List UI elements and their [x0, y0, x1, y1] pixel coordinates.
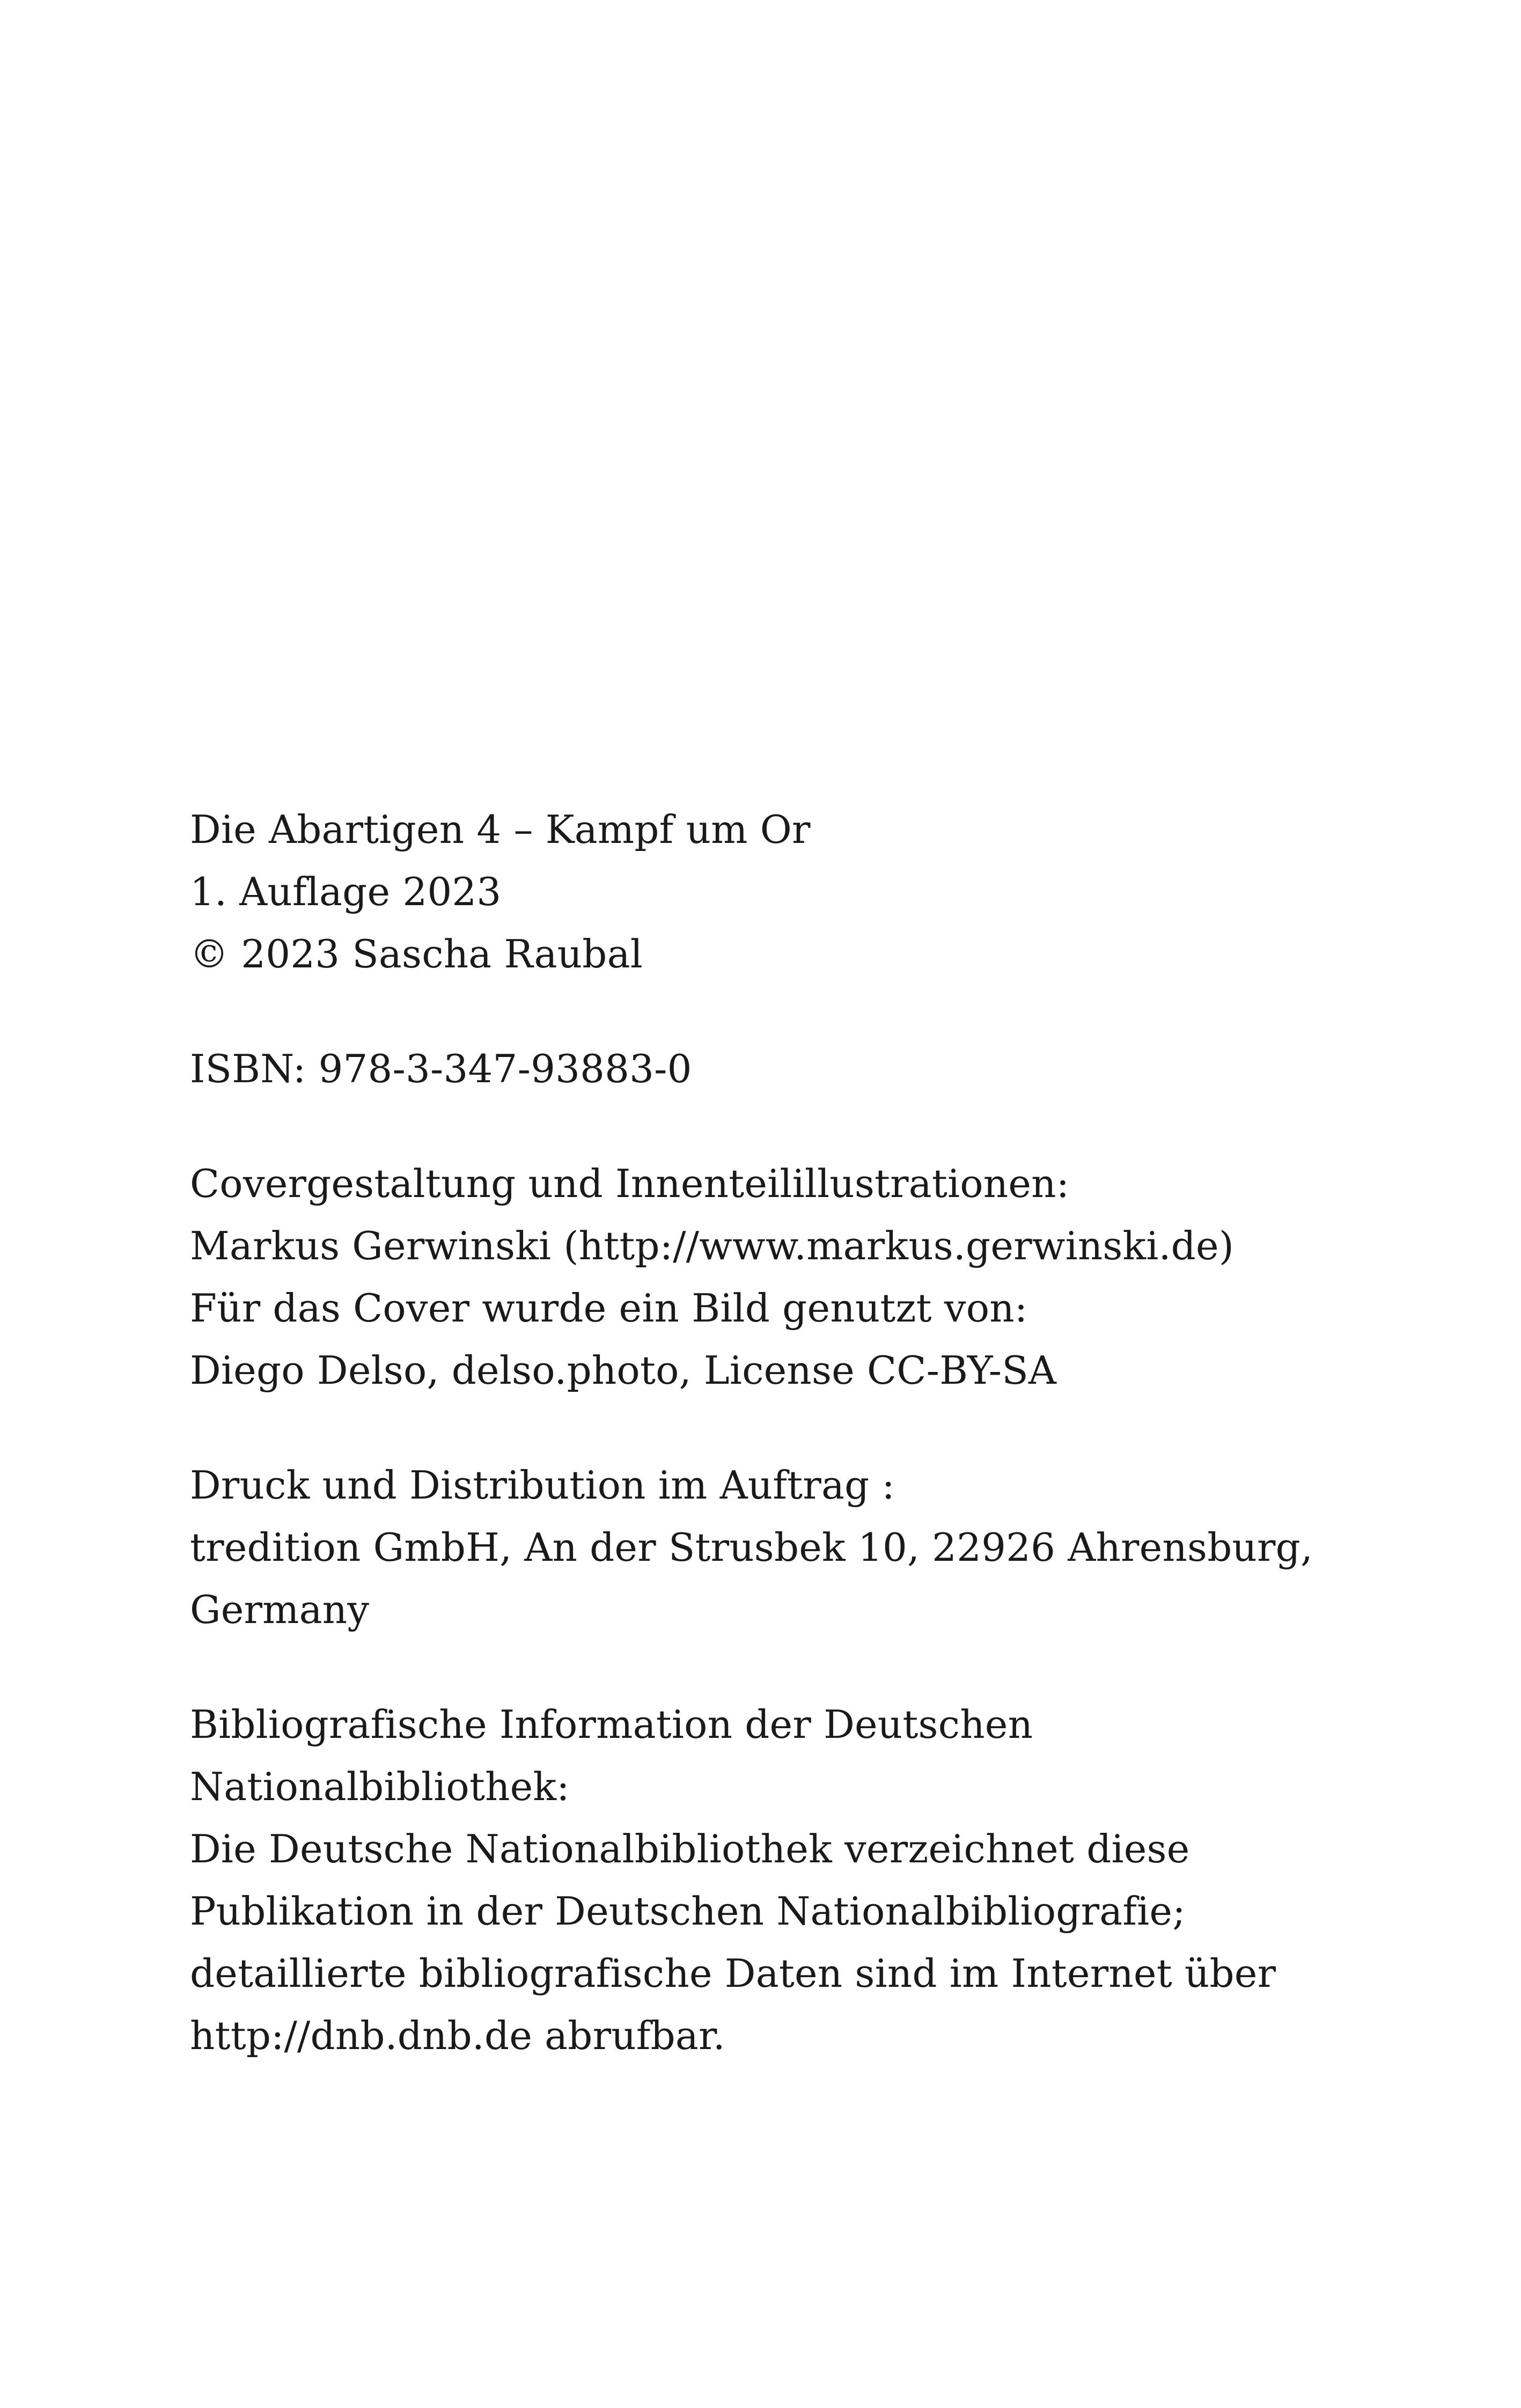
biblio-line-1: Bibliografische Information der Deutschen — [190, 1702, 1033, 1747]
print-country: Germany — [190, 1587, 370, 1632]
isbn-block — [190, 1038, 1424, 1100]
cover-photo-credit: Diego Delso, delso.photo, License CC-BY-SA — [190, 1348, 1057, 1393]
print-distribution-block — [190, 1454, 1424, 1641]
cover-heading: Covergestaltung und Innenteilillustrationen: — [190, 1161, 1070, 1206]
biblio-line-5: detaillierte bibliografische Daten sind im Internet über — [190, 1951, 1276, 1996]
imprint-page — [190, 798, 1424, 2067]
book-title: Die Abartigen 4 – Kampf um Or — [190, 807, 811, 852]
print-heading: Druck und Distribution im Auftrag : — [190, 1463, 895, 1508]
biblio-line-3: Die Deutsche Nationalbibliothek verzeichnet diese — [190, 1826, 1190, 1871]
print-address: tredition GmbH, An der Strusbek 10, 22926 Ahrensburg, — [190, 1525, 1313, 1570]
biblio-line-2: Nationalbibliothek: — [190, 1764, 570, 1809]
cover-designer: Markus Gerwinski (http://www.markus.gerwinski.de) — [190, 1223, 1235, 1268]
cover-photo-note: Für das Cover wurde ein Bild genutzt von: — [190, 1286, 1028, 1331]
edition-line: 1. Auflage 2023 — [190, 869, 502, 914]
cover-credits-block — [190, 1152, 1424, 1401]
bibliographic-info-block — [190, 1693, 1424, 2067]
biblio-line-4: Publikation in der Deutschen Nationalbibliografie; — [190, 1889, 1186, 1934]
biblio-line-6: http://dnb.dnb.de abrufbar. — [190, 2013, 725, 2058]
copyright-line: © 2023 Sascha Raubal — [190, 931, 643, 977]
isbn-line: ISBN: 978-3-347-93883-0 — [190, 1046, 692, 1091]
title-block — [190, 798, 1424, 985]
